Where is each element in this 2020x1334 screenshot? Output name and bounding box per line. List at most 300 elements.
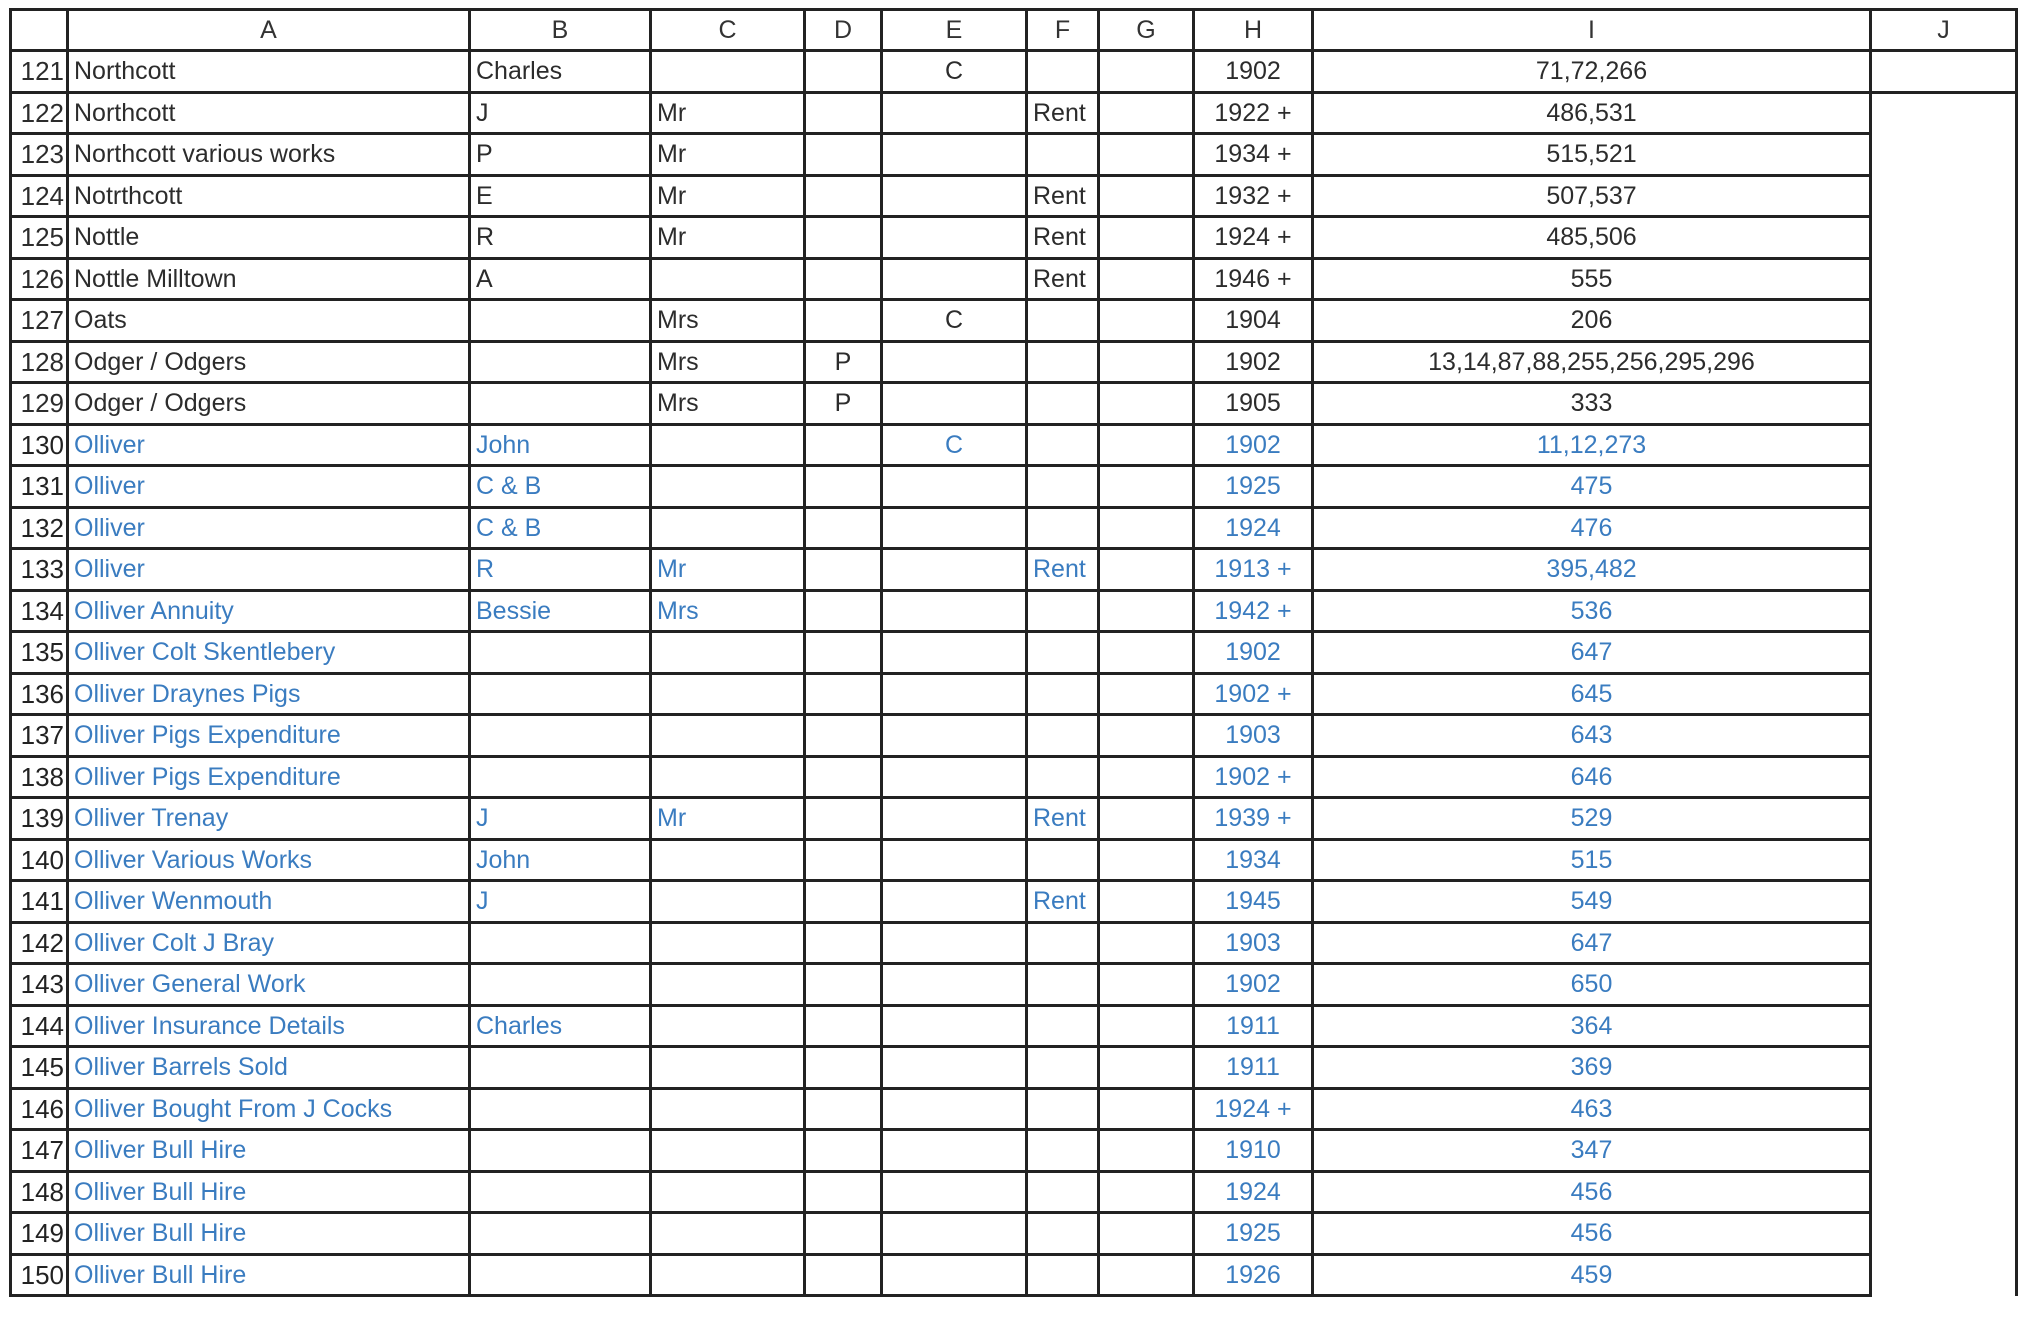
- cell-d[interactable]: [805, 175, 882, 217]
- cell-j[interactable]: [1871, 1005, 2017, 1047]
- cell-b[interactable]: [470, 632, 651, 674]
- cell-b[interactable]: [470, 673, 651, 715]
- cell-g[interactable]: [1099, 341, 1194, 383]
- cell-c[interactable]: [651, 51, 805, 93]
- cell-f[interactable]: [1027, 341, 1099, 383]
- cell-f[interactable]: Rent: [1027, 175, 1099, 217]
- cell-i[interactable]: 555: [1313, 258, 1871, 300]
- cell-h[interactable]: 1902 +: [1194, 673, 1313, 715]
- cell-j[interactable]: [1871, 922, 2017, 964]
- cell-d[interactable]: [805, 1130, 882, 1172]
- cell-i[interactable]: 486,531: [1313, 92, 1871, 134]
- cell-h[interactable]: 1902 +: [1194, 756, 1313, 798]
- row-header[interactable]: 123: [11, 134, 68, 176]
- row-header[interactable]: 124: [11, 175, 68, 217]
- cell-j[interactable]: [1871, 258, 2017, 300]
- row-header[interactable]: 138: [11, 756, 68, 798]
- row-header[interactable]: 125: [11, 217, 68, 259]
- cell-a[interactable]: Olliver Bull Hire: [68, 1171, 470, 1213]
- cell-h[interactable]: 1902: [1194, 424, 1313, 466]
- cell-d[interactable]: [805, 134, 882, 176]
- cell-j[interactable]: [1871, 715, 2017, 757]
- cell-f[interactable]: Rent: [1027, 92, 1099, 134]
- cell-c[interactable]: [651, 632, 805, 674]
- cell-d[interactable]: [805, 1254, 882, 1296]
- row-header[interactable]: 121: [11, 51, 68, 93]
- cell-g[interactable]: [1099, 922, 1194, 964]
- cell-a[interactable]: Olliver Bull Hire: [68, 1130, 470, 1172]
- cell-h[interactable]: 1924 +: [1194, 217, 1313, 259]
- cell-a[interactable]: Olliver Draynes Pigs: [68, 673, 470, 715]
- cell-a[interactable]: Olliver General Work: [68, 964, 470, 1006]
- cell-b[interactable]: [470, 964, 651, 1006]
- cell-h[interactable]: 1905: [1194, 383, 1313, 425]
- select-all-corner[interactable]: [11, 10, 68, 51]
- cell-j[interactable]: [1871, 756, 2017, 798]
- cell-d[interactable]: [805, 1005, 882, 1047]
- cell-g[interactable]: [1099, 300, 1194, 342]
- cell-f[interactable]: [1027, 632, 1099, 674]
- cell-b[interactable]: E: [470, 175, 651, 217]
- cell-j[interactable]: [1871, 673, 2017, 715]
- cell-g[interactable]: [1099, 1254, 1194, 1296]
- cell-h[interactable]: 1911: [1194, 1047, 1313, 1089]
- cell-i[interactable]: 475: [1313, 466, 1871, 508]
- cell-i[interactable]: 347: [1313, 1130, 1871, 1172]
- cell-d[interactable]: [805, 1088, 882, 1130]
- cell-g[interactable]: [1099, 1047, 1194, 1089]
- cell-e[interactable]: [882, 217, 1027, 259]
- row-header[interactable]: 144: [11, 1005, 68, 1047]
- cell-e[interactable]: [882, 507, 1027, 549]
- row-header[interactable]: 141: [11, 881, 68, 923]
- cell-b[interactable]: [470, 1171, 651, 1213]
- cell-f[interactable]: Rent: [1027, 798, 1099, 840]
- cell-a[interactable]: Olliver Wenmouth: [68, 881, 470, 923]
- cell-g[interactable]: [1099, 839, 1194, 881]
- cell-e[interactable]: [882, 715, 1027, 757]
- cell-a[interactable]: Olliver Pigs Expenditure: [68, 715, 470, 757]
- cell-c[interactable]: [651, 922, 805, 964]
- cell-i[interactable]: 459: [1313, 1254, 1871, 1296]
- cell-j[interactable]: [1871, 1088, 2017, 1130]
- cell-c[interactable]: Mr: [651, 134, 805, 176]
- cell-i[interactable]: 529: [1313, 798, 1871, 840]
- cell-h[interactable]: 1934: [1194, 839, 1313, 881]
- cell-h[interactable]: 1910: [1194, 1130, 1313, 1172]
- cell-a[interactable]: Olliver Bull Hire: [68, 1213, 470, 1255]
- row-header[interactable]: 145: [11, 1047, 68, 1089]
- row-header[interactable]: 131: [11, 466, 68, 508]
- cell-g[interactable]: [1099, 466, 1194, 508]
- cell-d[interactable]: [805, 51, 882, 93]
- cell-c[interactable]: [651, 1088, 805, 1130]
- cell-h[interactable]: 1932 +: [1194, 175, 1313, 217]
- cell-e[interactable]: [882, 466, 1027, 508]
- cell-e[interactable]: [882, 922, 1027, 964]
- cell-i[interactable]: 485,506: [1313, 217, 1871, 259]
- column-header-e[interactable]: E: [882, 10, 1027, 51]
- cell-h[interactable]: 1939 +: [1194, 798, 1313, 840]
- cell-c[interactable]: [651, 839, 805, 881]
- cell-g[interactable]: [1099, 51, 1194, 93]
- cell-e[interactable]: [882, 92, 1027, 134]
- cell-d[interactable]: [805, 217, 882, 259]
- cell-b[interactable]: John: [470, 424, 651, 466]
- cell-d[interactable]: [805, 92, 882, 134]
- cell-b[interactable]: [470, 1088, 651, 1130]
- cell-h[interactable]: 1945: [1194, 881, 1313, 923]
- cell-h[interactable]: 1925: [1194, 466, 1313, 508]
- cell-a[interactable]: Olliver Colt Skentlebery: [68, 632, 470, 674]
- cell-b[interactable]: Charles: [470, 51, 651, 93]
- column-header-a[interactable]: A: [68, 10, 470, 51]
- cell-d[interactable]: [805, 1047, 882, 1089]
- cell-e[interactable]: C: [882, 300, 1027, 342]
- cell-g[interactable]: [1099, 507, 1194, 549]
- row-header[interactable]: 146: [11, 1088, 68, 1130]
- cell-j[interactable]: [1871, 1047, 2017, 1089]
- cell-c[interactable]: [651, 507, 805, 549]
- cell-h[interactable]: 1946 +: [1194, 258, 1313, 300]
- cell-b[interactable]: J: [470, 798, 651, 840]
- cell-a[interactable]: Olliver Pigs Expenditure: [68, 756, 470, 798]
- cell-c[interactable]: [651, 1213, 805, 1255]
- cell-e[interactable]: [882, 258, 1027, 300]
- cell-g[interactable]: [1099, 175, 1194, 217]
- cell-c[interactable]: [651, 424, 805, 466]
- cell-b[interactable]: Charles: [470, 1005, 651, 1047]
- cell-f[interactable]: [1027, 1047, 1099, 1089]
- cell-c[interactable]: Mrs: [651, 300, 805, 342]
- cell-c[interactable]: [651, 1005, 805, 1047]
- cell-g[interactable]: [1099, 881, 1194, 923]
- cell-i[interactable]: 643: [1313, 715, 1871, 757]
- row-header[interactable]: 137: [11, 715, 68, 757]
- cell-j[interactable]: [1871, 424, 2017, 466]
- column-header-h[interactable]: H: [1194, 10, 1313, 51]
- cell-a[interactable]: Olliver: [68, 424, 470, 466]
- cell-e[interactable]: [882, 1088, 1027, 1130]
- cell-d[interactable]: [805, 466, 882, 508]
- cell-e[interactable]: [882, 383, 1027, 425]
- cell-a[interactable]: Northcott: [68, 92, 470, 134]
- cell-c[interactable]: [651, 881, 805, 923]
- cell-b[interactable]: J: [470, 92, 651, 134]
- row-header[interactable]: 127: [11, 300, 68, 342]
- cell-f[interactable]: [1027, 1213, 1099, 1255]
- cell-b[interactable]: [470, 300, 651, 342]
- cell-d[interactable]: [805, 632, 882, 674]
- cell-h[interactable]: 1902: [1194, 632, 1313, 674]
- cell-g[interactable]: [1099, 1171, 1194, 1213]
- cell-j[interactable]: [1871, 549, 2017, 591]
- cell-d[interactable]: [805, 715, 882, 757]
- row-header[interactable]: 133: [11, 549, 68, 591]
- cell-h[interactable]: 1924 +: [1194, 1088, 1313, 1130]
- cell-f[interactable]: [1027, 424, 1099, 466]
- cell-e[interactable]: C: [882, 51, 1027, 93]
- cell-c[interactable]: [651, 466, 805, 508]
- cell-i[interactable]: 646: [1313, 756, 1871, 798]
- cell-j[interactable]: [1871, 134, 2017, 176]
- cell-c[interactable]: [651, 715, 805, 757]
- cell-b[interactable]: John: [470, 839, 651, 881]
- cell-g[interactable]: [1099, 756, 1194, 798]
- cell-b[interactable]: [470, 1130, 651, 1172]
- cell-d[interactable]: [805, 507, 882, 549]
- cell-i[interactable]: 456: [1313, 1213, 1871, 1255]
- column-header-c[interactable]: C: [651, 10, 805, 51]
- cell-c[interactable]: Mr: [651, 175, 805, 217]
- cell-j[interactable]: [1871, 341, 2017, 383]
- cell-c[interactable]: Mr: [651, 92, 805, 134]
- row-header[interactable]: 135: [11, 632, 68, 674]
- cell-c[interactable]: Mr: [651, 549, 805, 591]
- cell-j[interactable]: [1871, 383, 2017, 425]
- cell-j[interactable]: [1871, 1213, 2017, 1255]
- cell-h[interactable]: 1926: [1194, 1254, 1313, 1296]
- cell-e[interactable]: [882, 1254, 1027, 1296]
- cell-h[interactable]: 1903: [1194, 715, 1313, 757]
- cell-f[interactable]: [1027, 673, 1099, 715]
- cell-i[interactable]: 507,537: [1313, 175, 1871, 217]
- cell-j[interactable]: [1871, 590, 2017, 632]
- cell-e[interactable]: [882, 673, 1027, 715]
- cell-i[interactable]: 395,482: [1313, 549, 1871, 591]
- cell-f[interactable]: [1027, 507, 1099, 549]
- column-header-d[interactable]: D: [805, 10, 882, 51]
- cell-j[interactable]: [1871, 466, 2017, 508]
- cell-a[interactable]: Northcott: [68, 51, 470, 93]
- cell-f[interactable]: Rent: [1027, 549, 1099, 591]
- cell-h[interactable]: 1934 +: [1194, 134, 1313, 176]
- cell-a[interactable]: Northcott various works: [68, 134, 470, 176]
- cell-b[interactable]: C & B: [470, 466, 651, 508]
- cell-a[interactable]: Olliver Bull Hire: [68, 1254, 470, 1296]
- cell-f[interactable]: Rent: [1027, 217, 1099, 259]
- cell-f[interactable]: Rent: [1027, 258, 1099, 300]
- cell-i[interactable]: 456: [1313, 1171, 1871, 1213]
- cell-h[interactable]: 1902: [1194, 964, 1313, 1006]
- cell-g[interactable]: [1099, 92, 1194, 134]
- cell-e[interactable]: [882, 134, 1027, 176]
- cell-f[interactable]: [1027, 922, 1099, 964]
- cell-f[interactable]: [1027, 1130, 1099, 1172]
- cell-g[interactable]: [1099, 1130, 1194, 1172]
- row-header[interactable]: 122: [11, 92, 68, 134]
- cell-g[interactable]: [1099, 1005, 1194, 1047]
- cell-a[interactable]: Notrthcott: [68, 175, 470, 217]
- column-header-i[interactable]: I: [1313, 10, 1871, 51]
- cell-f[interactable]: [1027, 715, 1099, 757]
- cell-c[interactable]: Mrs: [651, 383, 805, 425]
- cell-i[interactable]: 647: [1313, 922, 1871, 964]
- cell-g[interactable]: [1099, 258, 1194, 300]
- cell-g[interactable]: [1099, 424, 1194, 466]
- cell-j[interactable]: [1871, 300, 2017, 342]
- cell-j[interactable]: [1871, 1130, 2017, 1172]
- cell-d[interactable]: P: [805, 341, 882, 383]
- cell-j[interactable]: [1871, 175, 2017, 217]
- cell-f[interactable]: [1027, 756, 1099, 798]
- row-header[interactable]: 140: [11, 839, 68, 881]
- cell-a[interactable]: Olliver Barrels Sold: [68, 1047, 470, 1089]
- cell-g[interactable]: [1099, 590, 1194, 632]
- cell-a[interactable]: Odger / Odgers: [68, 383, 470, 425]
- row-header[interactable]: 134: [11, 590, 68, 632]
- cell-b[interactable]: J: [470, 881, 651, 923]
- row-header[interactable]: 129: [11, 383, 68, 425]
- cell-j[interactable]: [1871, 507, 2017, 549]
- cell-c[interactable]: [651, 1047, 805, 1089]
- cell-h[interactable]: 1924: [1194, 1171, 1313, 1213]
- cell-b[interactable]: [470, 1213, 651, 1255]
- cell-d[interactable]: [805, 549, 882, 591]
- cell-i[interactable]: 650: [1313, 964, 1871, 1006]
- cell-a[interactable]: Olliver Annuity: [68, 590, 470, 632]
- cell-f[interactable]: [1027, 466, 1099, 508]
- cell-g[interactable]: [1099, 798, 1194, 840]
- cell-f[interactable]: [1027, 964, 1099, 1006]
- cell-d[interactable]: [805, 881, 882, 923]
- cell-c[interactable]: [651, 1171, 805, 1213]
- cell-i[interactable]: 647: [1313, 632, 1871, 674]
- cell-j[interactable]: [1871, 92, 2017, 134]
- row-header[interactable]: 130: [11, 424, 68, 466]
- cell-a[interactable]: Olliver: [68, 466, 470, 508]
- column-header-f[interactable]: F: [1027, 10, 1099, 51]
- cell-a[interactable]: Olliver Colt J Bray: [68, 922, 470, 964]
- cell-f[interactable]: Rent: [1027, 881, 1099, 923]
- cell-e[interactable]: [882, 1213, 1027, 1255]
- cell-b[interactable]: [470, 1047, 651, 1089]
- cell-b[interactable]: [470, 756, 651, 798]
- column-header-j[interactable]: J: [1871, 10, 2017, 51]
- cell-f[interactable]: [1027, 590, 1099, 632]
- cell-g[interactable]: [1099, 1088, 1194, 1130]
- cell-c[interactable]: [651, 673, 805, 715]
- cell-d[interactable]: [805, 258, 882, 300]
- cell-c[interactable]: [651, 964, 805, 1006]
- cell-e[interactable]: [882, 175, 1027, 217]
- cell-j[interactable]: [1871, 632, 2017, 674]
- cell-f[interactable]: [1027, 1005, 1099, 1047]
- cell-b[interactable]: Bessie: [470, 590, 651, 632]
- row-header[interactable]: 149: [11, 1213, 68, 1255]
- cell-d[interactable]: [805, 300, 882, 342]
- cell-i[interactable]: 71,72,266: [1313, 51, 1871, 93]
- cell-e[interactable]: [882, 1047, 1027, 1089]
- cell-g[interactable]: [1099, 715, 1194, 757]
- cell-e[interactable]: [882, 632, 1027, 674]
- cell-c[interactable]: [651, 1130, 805, 1172]
- cell-j[interactable]: [1871, 964, 2017, 1006]
- cell-a[interactable]: Olliver: [68, 549, 470, 591]
- cell-c[interactable]: Mr: [651, 217, 805, 259]
- cell-a[interactable]: Nottle Milltown: [68, 258, 470, 300]
- row-header[interactable]: 132: [11, 507, 68, 549]
- cell-e[interactable]: [882, 881, 1027, 923]
- cell-e[interactable]: [882, 341, 1027, 383]
- cell-d[interactable]: [805, 798, 882, 840]
- cell-e[interactable]: [882, 590, 1027, 632]
- cell-h[interactable]: 1913 +: [1194, 549, 1313, 591]
- cell-g[interactable]: [1099, 964, 1194, 1006]
- cell-i[interactable]: 463: [1313, 1088, 1871, 1130]
- cell-f[interactable]: [1027, 1254, 1099, 1296]
- cell-d[interactable]: P: [805, 383, 882, 425]
- cell-i[interactable]: 11,12,273: [1313, 424, 1871, 466]
- cell-h[interactable]: 1902: [1194, 341, 1313, 383]
- row-header[interactable]: 126: [11, 258, 68, 300]
- cell-i[interactable]: 536: [1313, 590, 1871, 632]
- cell-d[interactable]: [805, 673, 882, 715]
- cell-c[interactable]: [651, 258, 805, 300]
- cell-e[interactable]: [882, 1171, 1027, 1213]
- cell-b[interactable]: A: [470, 258, 651, 300]
- cell-b[interactable]: [470, 715, 651, 757]
- cell-c[interactable]: Mr: [651, 798, 805, 840]
- cell-f[interactable]: [1027, 1171, 1099, 1213]
- cell-g[interactable]: [1099, 134, 1194, 176]
- cell-f[interactable]: [1027, 300, 1099, 342]
- cell-f[interactable]: [1027, 839, 1099, 881]
- cell-c[interactable]: [651, 1254, 805, 1296]
- cell-g[interactable]: [1099, 673, 1194, 715]
- cell-e[interactable]: [882, 1130, 1027, 1172]
- cell-j[interactable]: [1871, 881, 2017, 923]
- cell-e[interactable]: [882, 1005, 1027, 1047]
- cell-f[interactable]: [1027, 134, 1099, 176]
- cell-c[interactable]: Mrs: [651, 590, 805, 632]
- cell-e[interactable]: [882, 549, 1027, 591]
- cell-i[interactable]: 549: [1313, 881, 1871, 923]
- cell-d[interactable]: [805, 424, 882, 466]
- cell-c[interactable]: Mrs: [651, 341, 805, 383]
- row-header[interactable]: 128: [11, 341, 68, 383]
- cell-b[interactable]: [470, 383, 651, 425]
- cell-f[interactable]: [1027, 51, 1099, 93]
- cell-j[interactable]: [1871, 1171, 2017, 1213]
- cell-a[interactable]: Nottle: [68, 217, 470, 259]
- cell-i[interactable]: 206: [1313, 300, 1871, 342]
- cell-a[interactable]: Oats: [68, 300, 470, 342]
- cell-h[interactable]: 1925: [1194, 1213, 1313, 1255]
- cell-d[interactable]: [805, 922, 882, 964]
- cell-g[interactable]: [1099, 1213, 1194, 1255]
- cell-h[interactable]: 1922 +: [1194, 92, 1313, 134]
- row-header[interactable]: 136: [11, 673, 68, 715]
- cell-h[interactable]: 1902: [1194, 51, 1313, 93]
- cell-b[interactable]: R: [470, 217, 651, 259]
- cell-d[interactable]: [805, 590, 882, 632]
- cell-i[interactable]: 515,521: [1313, 134, 1871, 176]
- cell-e[interactable]: [882, 756, 1027, 798]
- cell-d[interactable]: [805, 756, 882, 798]
- cell-d[interactable]: [805, 1171, 882, 1213]
- cell-e[interactable]: [882, 798, 1027, 840]
- cell-a[interactable]: Olliver Trenay: [68, 798, 470, 840]
- cell-j[interactable]: [1871, 839, 2017, 881]
- cell-i[interactable]: 476: [1313, 507, 1871, 549]
- cell-g[interactable]: [1099, 549, 1194, 591]
- cell-i[interactable]: 364: [1313, 1005, 1871, 1047]
- cell-d[interactable]: [805, 1213, 882, 1255]
- row-header[interactable]: 143: [11, 964, 68, 1006]
- cell-h[interactable]: 1903: [1194, 922, 1313, 964]
- column-header-g[interactable]: G: [1099, 10, 1194, 51]
